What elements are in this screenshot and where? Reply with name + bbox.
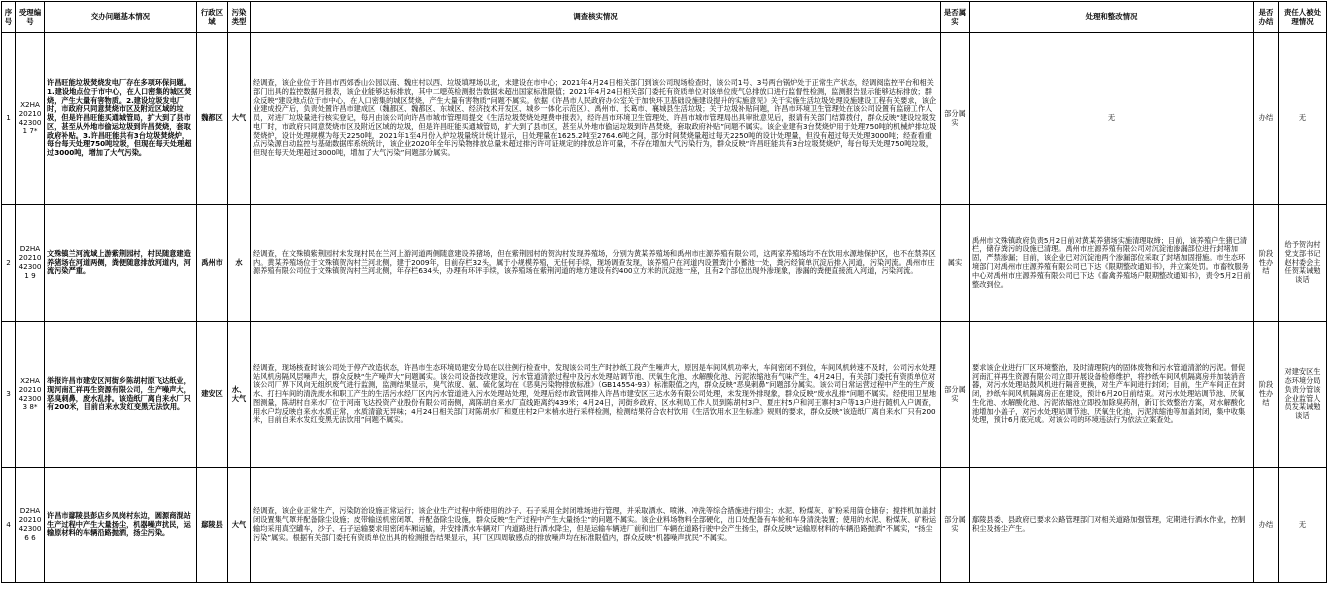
row-closed: 办结	[1254, 468, 1279, 583]
row-investigation: 经调查，在文殊镇紫荆园村未发现村民在兰河上游河道两侧随意建设养猪场，但在紫荆园村的贺沟村发现养殖场，分别为黄某养殖场和禹州市庄源养殖有限公司，这两家养殖场均不在饮用水源地保护区，也不在禁养区内。黄某养殖场位于文殊镇贺沟村兰河北侧，建于2009年，目前存栏32头，属于小规模养殖，无任何手续，现场调查发现，该养殖户在河道内设置粪汁小蓄池一处，粪污经简单沉淀后排入河道，污染河流。禹州市庄源养殖有限公司位于文殊镇贺沟村兰河北侧，年存栏634头，办理有环评手续，该养殖场在紫荆河道的地方建设有约400立方米的沉淀池一座，且有2个部位出现外渗现象，渗漏的粪便直接流入河道，污染河流。	[251, 205, 941, 322]
row-no: 3	[2, 322, 16, 468]
col-header-closed: 是否办结	[1254, 2, 1279, 33]
row-no: 1	[2, 33, 16, 205]
col-header-handling: 处理和整改情况	[970, 2, 1254, 33]
table-row	[2, 322, 1327, 468]
row-person: 无	[1279, 33, 1327, 205]
row-person: 无	[1279, 468, 1327, 583]
row-code: X2HA20210423001 7*	[16, 33, 45, 205]
row-investigation: 经调查，现场核查时该公司处于停产改造状态，许昌市生态环境局建安分局在以往例行检查中，发现该公司生产时抄纸工段产生噪声大，原因是车间风机功率大，车间密闭不到位，车间风机转速不及时，公司污水处理站风机房隔风层噪声大，群众反映“生产噪声大”问题属实。该公司设备技改建设，污水管道清淤过程中及污水处理站调节池、厌氧生化池、水解酸化池、污泥浓缩池有气味产生，4月24日，有关部门委托有资质单位对该公司厂界下风向无组织废气进行监测，监测结果显示，臭气浓度、氨、硫化氢均在《恶臭污染物排放标准》（GB14554-93）标准限值之内，群众反映“恶臭刺鼻”问题部分属实。该公司日常运营过程中产生的生产废水、打扫车间的清洗废水和职工产生的生活污水经厂区内污水管道进入污水处理站处理，处理后经市政管网排入许昌市建安区三达水务有限公司处理，未发现外排现象，群众反映“废水乱排”问题不属实。经使用卫星地图测量，陈胡村自来水厂位于河南飞达投资产业股份有限公司南侧，离陈胡自来水厂直线距离约439米；4月24日，河街乡政府、区水利局工作人员到陈胡村3户、夏庄村5户和河王寨村3户等13户进行随机入户调查，用水户均反映自来水水质正常，水质清澈无异味；4月24日相关部门对陈胡水厂和夏庄村2户末梢水进行采样检测，检测结果符合农村饮用《生活饮用水卫生标准》规则的要求，群众反映“该造纸厂离自来水厂只有200米，目前自来水发红变黑无法饮用”问题不属实。	[251, 322, 941, 468]
row-issue: 举报许昌市建安区河街乡陈胡村原飞达纸业，现河南汇祥再生资源有限公司，生产噪声大，恶臭刺鼻，废水乱排。该造纸厂离自来水厂只有200米，目前自来水发红变黑无法饮用。	[45, 322, 197, 468]
row-investigation: 经调查，该企业位于许昌市西郊香山公园以南、魏庄村以西、垃圾填埋场以北，未建设在市中心；2021年4月24日相关部门到该公司现场检查时，该公司1号、3号两台锅炉处于正常生产状态，经调阅监控平台和相关部门出具的监控数据月报表，该企业能够达标排放，其中二噁英检测报告数据未超出国家标准限值；2021年4月24日相关部门委托有资质单位对该单位废气总排放口进行监督性检测，监测报告显示能够达标排放；群众反映“建设地点位于市中心，在人口密集的城区焚烧，产生大量有害物质”问题不属实。依据《许昌市人民政府办公室关于加快环卫基础设施建设提升的实施意见》关于实施生活垃圾处理设施建设工程有关要求，该企业建成投产后，负责处置许昌市建成区（魏都区、魏都区、东城区、经济技术开发区、城乡一体化示范区）、禹州市、长葛市、襄城县生活垃圾；关于垃圾补贴问题，许昌市环境卫生管理处在该公司设置有监磅工作人员，对进厂垃圾量进行核实登记，每月由该公司向许昌市城市管理局提交《生活垃圾焚烧处理费申报表》，经许昌市环境卫生管理处、许昌市城市管理局出具审批意见后，报请有关部门结算拨付，群众反映“建设垃圾发电厂时，市政府只同意焚烧市区及附近区域的垃圾，但是许昌旺能买通城管局，扩大到了县市区，甚至从外地市偷运垃圾到许昌焚烧，套取政府补贴”问题不属实。该企业建有3台焚烧炉用于处理750吨的机械炉排垃圾焚烧炉，设计处理规模为每天2250吨，2021年1至4月份入炉垃圾量统计统计显示，日处理量在1625.2吨至2764.6吨之间，部分时间焚烧量超过每天2250吨的设计处理量，但没有超过每天处理3000吨；经查看重点污染源自动监控与基础数据库系统统计，该企业2020年全年污染物排放总量未超过排污许可证规定的排放总许可量，不存在增加大气污染行为，群众反映“许昌旺能共有3台垃圾焚烧炉，每台每天处理750吨垃圾，但现在每天处理超过3000吨，增加了大气污染”问题部分属实。	[251, 33, 941, 205]
row-code: D2HA20210423001 9	[16, 205, 45, 322]
row-person: 对建安区生态环境分局负责分管该企业监管人员发某诫勉谈话	[1279, 322, 1327, 468]
header-row	[2, 2, 1327, 33]
row-issue: 文殊镇兰河流域上游紫荆园村，村民随意建造养猪场在河道两侧，粪便随意排放河道内，河流污染严重。	[45, 205, 197, 322]
row-region: 禹州市	[197, 205, 228, 322]
row-region: 魏都区	[197, 33, 228, 205]
row-true: 部分属实	[941, 322, 970, 468]
table-row	[2, 205, 1327, 322]
row-investigation: 经调查，该企业正常生产，污染防治设施正常运行；该企业生产过程中所使用的沙子、石子采用全封闭堆场进行管理，并采取洒水、喷淋、冲洗等综合措施进行抑尘；水泥、粉煤灰、矿粉采用筒仓储存；搅拌机加盖封闭设置集气罩并配备除尘设施；皮带输送机密闭罩、并配备除尘设施，群众反映“生产过程中产生大量扬尘”的问题不属实。该企业料场物料全部硬化，出口处配备有车轮和车身清洗装置；使用的水泥、粉煤灰、矿粉运输均采用真空罐车，沙子、石子运输要求用密闭车厢运输，并安排洒水车辆对厂内道路进行洒水降尘，但是运输车辆进厂前和出厂车辆在道路行驶中会产生扬尘，群众反映“运输原材料的车辆沿路抛洒”不属实，“扬尘污染”属实。根据有关部门委托有资质单位出具的检测报告结果显示，其厂区四周敏感点的排放噪声均在标准限值内，群众反映“机器噪声扰民”不属实。	[251, 468, 941, 583]
row-type: 大气	[228, 33, 251, 205]
row-issue: 许昌市鄢陵县彭店乡凤岗村东边，圆源商混站生产过程中产生大量扬尘，机器噪声扰民，运输原材料的车辆沿路抛洒，扬尘污染。	[45, 468, 197, 583]
row-type: 水、大气	[228, 322, 251, 468]
row-true: 部分属实	[941, 33, 970, 205]
row-closed: 阶段性办结	[1254, 322, 1279, 468]
row-handling: 要求该企业进行厂区环境整治，及时清理院内的固体废物和污水管道清淤的污泥。督促河南汇祥再生资源有限公司立即开展设备检修维护，将抄纸车间风机隔离房并加装消音器，对污水处理站鼓风机进行隔音更换，对生产车间进行封闭；目前，生产车间正在封闭，抄纸车间风机隔离房正在建设，预计6月20日前结束。对污水处理站调节池、厌氧生化池、水解酸化池、污泥浓缩池立即投加除臭药剂，新订长效整治方案，对水解酸化池增加小盖子，对污水处理站调节池、厌氧生化池、污泥浓缩池等加盖封闭，集中收集处理，预计6月底完成。对该公司的环境违法行为依法立案查处。	[970, 322, 1254, 468]
row-region: 建安区	[197, 322, 228, 468]
table-row	[2, 468, 1327, 583]
row-closed: 阶段性办结	[1254, 205, 1279, 322]
col-header-no: 序号	[2, 2, 16, 33]
col-header-person: 责任人被处理情况	[1279, 2, 1327, 33]
row-handling: 禹州市文殊镇政府负责5月2日前对黄某养猪场实施清理取缔；目前，该养殖户生猪已清栏，储存粪污的设施已清理。禹州市庄源养殖有限公司对沉淀池渗漏部位进行封堵加固，严禁渗漏；目前，该企业已对沉淀池两个渗漏部位采取了封堵加固措施。市生态环境部门对禹州市庄源养殖有限公司已下达《限期整改通知书》，并立案处罚。市畜牧服务中心对禹州市庄源养殖有限公司已下达《畜禽养殖场户限期整改通知书》，责令5月2日前整改到位。	[970, 205, 1254, 322]
col-header-code: 受理编号	[16, 2, 45, 33]
row-handling: 鄢陵县委、县政府已要求公路管理部门对相关道路加强管理，定期进行洒水作业，控制积尘及扬尘产生。	[970, 468, 1254, 583]
row-region: 鄢陵县	[197, 468, 228, 583]
row-type: 大气	[228, 468, 251, 583]
col-header-type: 污染类型	[228, 2, 251, 33]
row-true: 部分属实	[941, 468, 970, 583]
inspection-table	[1, 1, 1327, 583]
row-true: 属实	[941, 205, 970, 322]
row-code: D2HA20210423006 6	[16, 468, 45, 583]
row-handling: 无	[970, 33, 1254, 205]
row-type: 水	[228, 205, 251, 322]
col-header-issue: 交办问题基本情况	[45, 2, 197, 33]
col-header-true: 是否属实	[941, 2, 970, 33]
row-code: X2HA20210423003 8*	[16, 322, 45, 468]
col-header-investigation: 调查核实情况	[251, 2, 941, 33]
row-person: 给予贺沟村党支部书记赵村委会主任贺某诫勉谈话	[1279, 205, 1327, 322]
table-row	[2, 33, 1327, 205]
col-header-region: 行政区域	[197, 2, 228, 33]
row-no: 4	[2, 468, 16, 583]
row-issue: 许昌旺能垃圾焚烧发电厂存在多项环保问题。1.建设地点位于市中心，在人口密集的城区焚烧，产生大量有害物质。2.建设垃圾发电厂时，市政府只同意焚烧市区及附近区域的垃圾，但是许昌旺能买通城管局，扩大到了县市区，甚至从外地市偷运垃圾到许昌焚烧，套取政府补贴。3.许昌旺能共有3台垃圾焚烧炉，每台每天处理750吨垃圾，但现在每天处理超过3000吨，增加了大气污染。	[45, 33, 197, 205]
row-no: 2	[2, 205, 16, 322]
row-closed: 办结	[1254, 33, 1279, 205]
